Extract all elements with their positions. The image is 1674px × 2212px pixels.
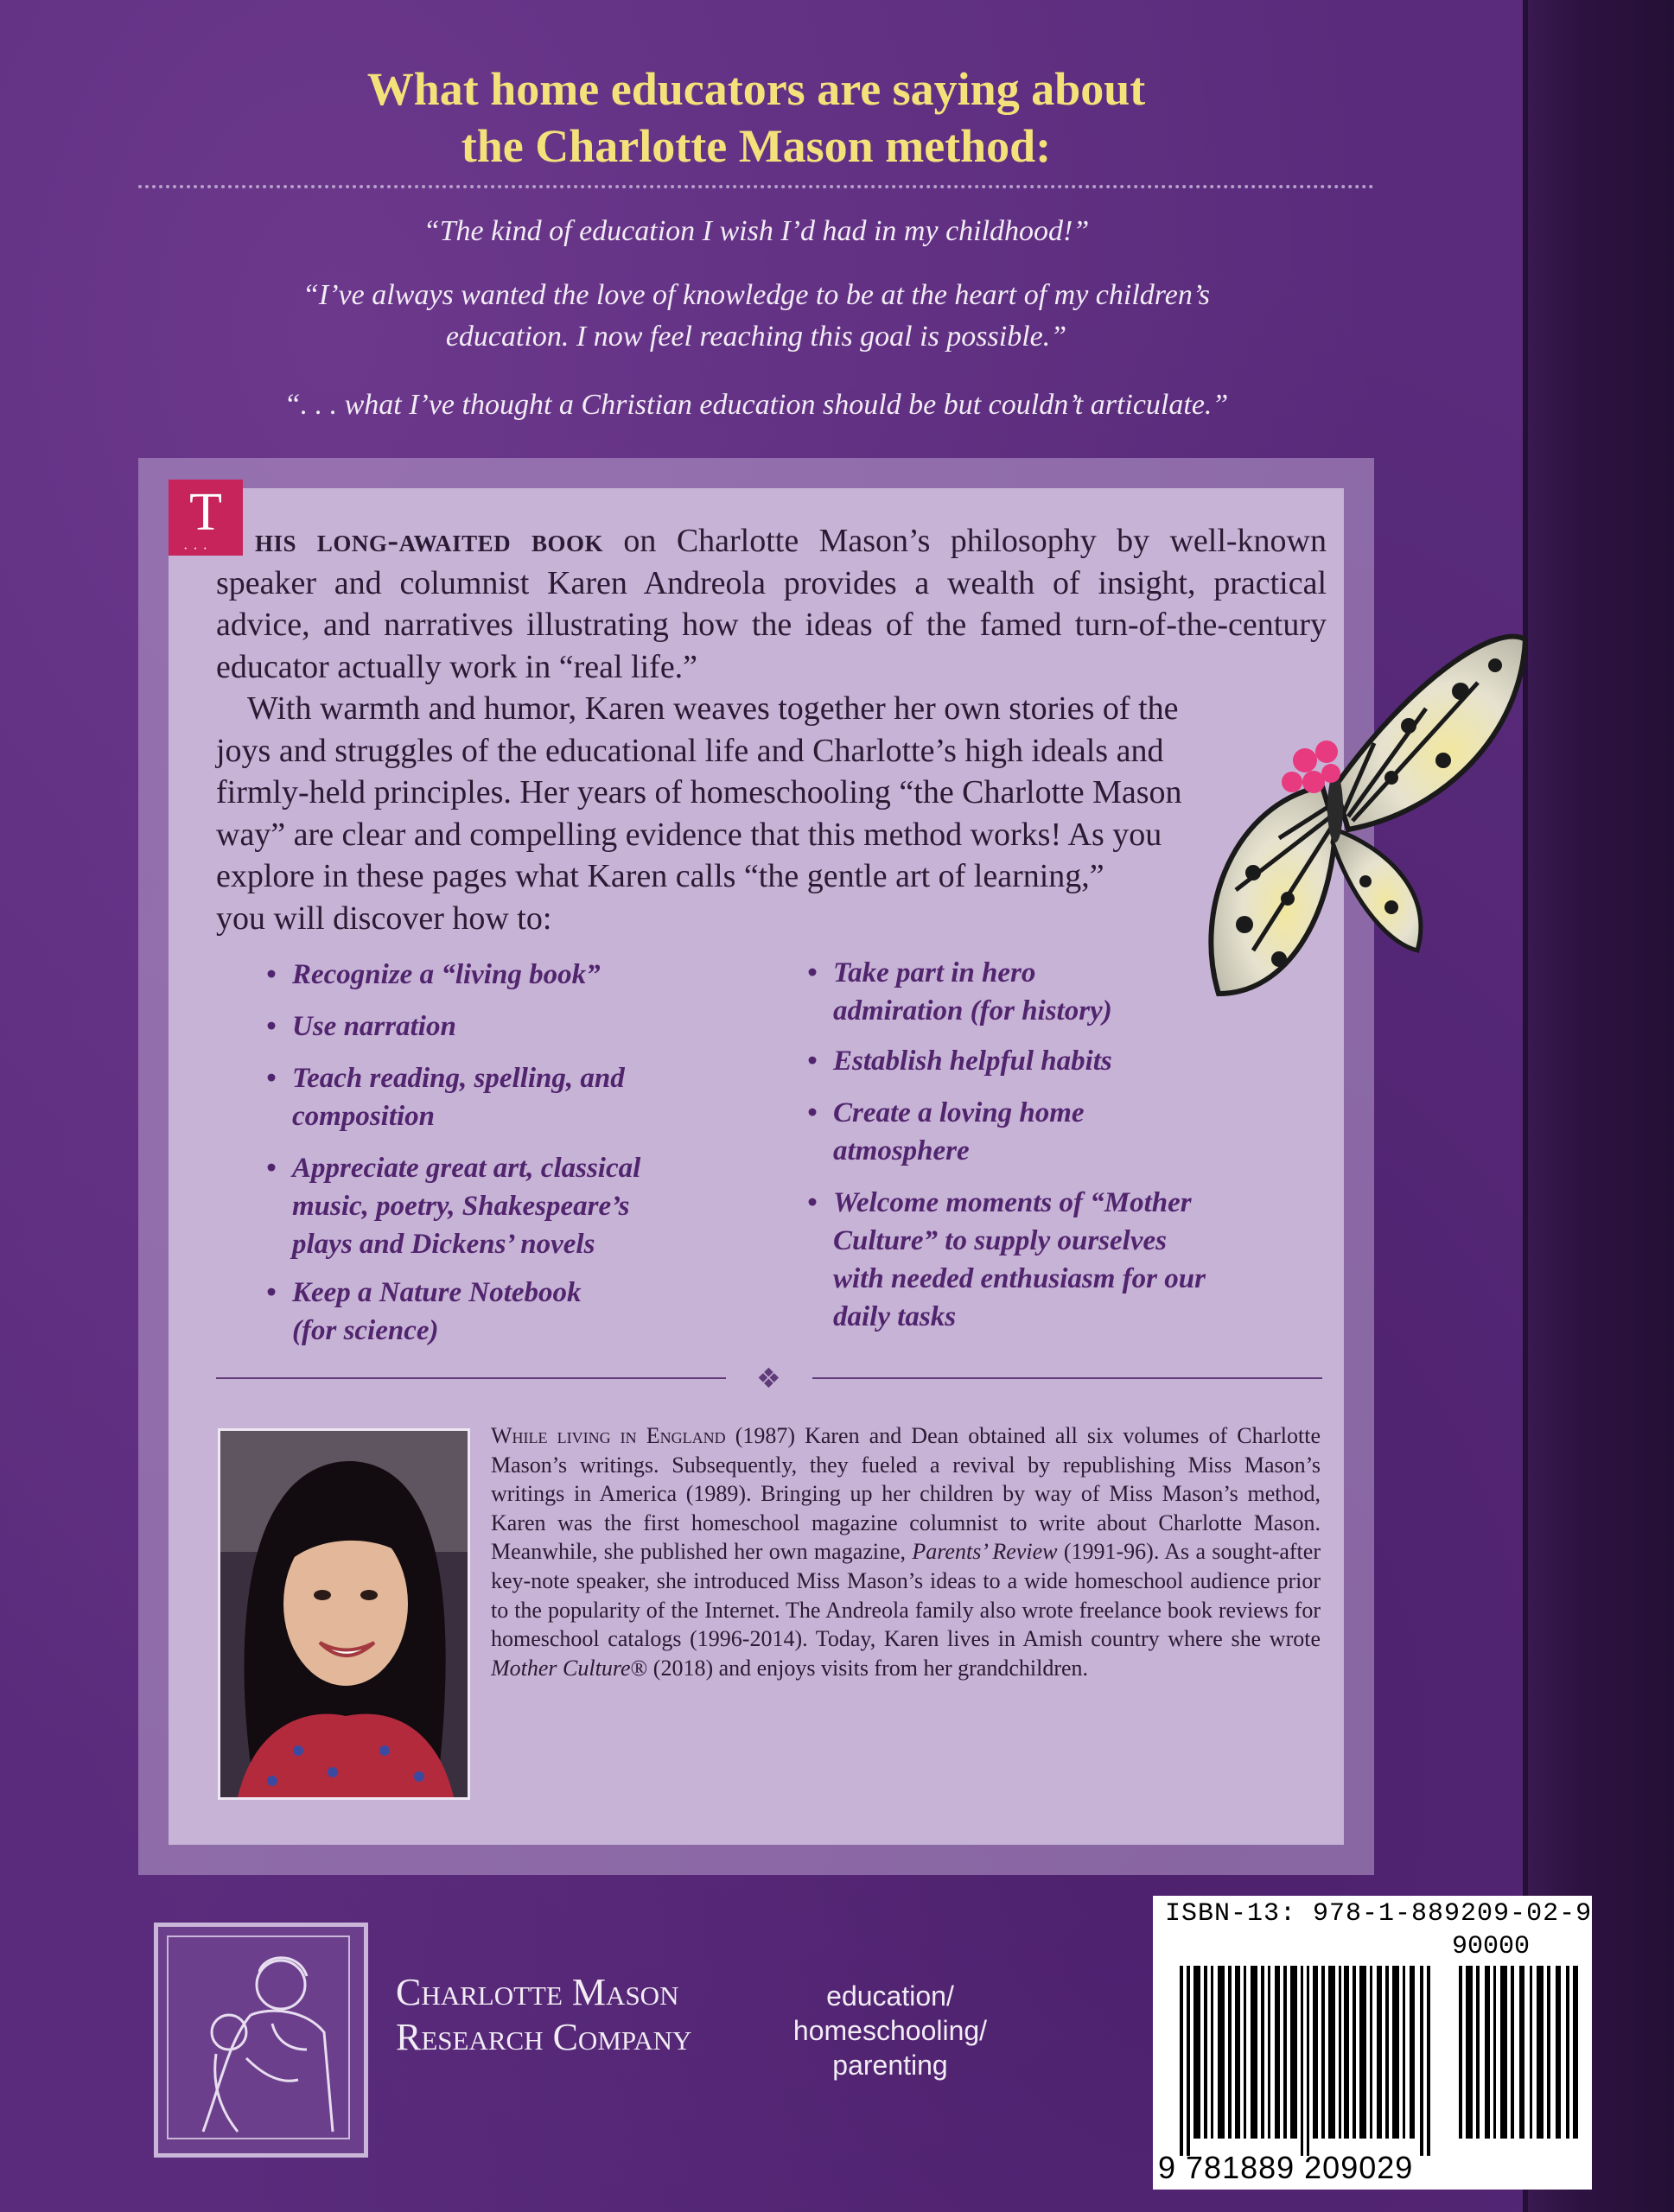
logo-frame <box>167 1936 350 2139</box>
intro-lead: his long-awaited book <box>255 523 604 559</box>
bullet-marker: • <box>807 1046 818 1077</box>
bullet-text: Welcome moments of “Mother <box>833 1187 1192 1218</box>
bullet-text: plays and Dickens’ novels <box>292 1229 595 1260</box>
bullet-text: admiration (for history) <box>833 995 1112 1027</box>
bio-text: (1991-96). As a sought-after key-note speaker, she introduced Miss Mason’s ideas to a wide homeschool audience prior to the popularity of the Internet. The Andreola family also wrote freelance book reviews for homeschool catalogs (1996-2014). Today, Karen lives in Amish country where she wrote <box>491 1539 1321 1652</box>
bullet-text: atmosphere <box>833 1135 970 1166</box>
bullet-text: Take part in hero <box>833 957 1036 988</box>
isbn-barcode <box>1180 1966 1439 2156</box>
isbn-number: 9 781889 209029 <box>1158 2150 1414 2185</box>
intro-text: on Charlotte Mason’s philosophy by well-known speaker and columnist Karen Andreola provides a wealth of insight, practical advice, and narratives illustrating how the ideas of the famed turn-of-the-century educator actually work in “real life.” <box>216 523 1327 685</box>
bio-lead: While living in England <box>491 1423 726 1448</box>
drop-cap: T <box>169 480 243 556</box>
bullet-text: composition <box>292 1101 436 1132</box>
testimonial-quote: education. I now feel reaching this goal is possible.” <box>445 321 1067 353</box>
bullet-text: (for science) <box>292 1315 439 1346</box>
butterfly-illustration <box>1184 631 1530 1020</box>
intro-paragraph <box>216 520 1327 939</box>
intro-para2 <box>216 688 1327 939</box>
intro-line: explore in these pages what Karen calls “the gentle art of learning,” <box>216 858 1104 894</box>
author-bio <box>491 1421 1321 1682</box>
portrait-illustration <box>220 1431 468 1797</box>
intro-line: joys and struggles of the educational life and Charlotte’s high ideals and <box>216 732 1164 769</box>
bullet-text: Use narration <box>292 1011 456 1042</box>
bullet-item <box>266 1149 641 1263</box>
separator-line-left <box>216 1377 726 1379</box>
title-line-1: What home educators are saying about <box>366 63 1146 115</box>
title-line-2: the Charlotte Mason method: <box>461 120 1052 172</box>
testimonial-quote: “The kind of education I wish I’d had in my childhood!” <box>423 215 1090 247</box>
page-title <box>138 60 1374 175</box>
publisher-logo <box>154 1923 368 2158</box>
bullet-text: Teach reading, spelling, and <box>292 1063 625 1094</box>
publisher-name <box>396 1970 691 2060</box>
publisher-line-1: Charlotte Mason <box>396 1971 679 2013</box>
subject-line: homeschooling/ <box>792 2015 988 2046</box>
subject-line: parenting <box>832 2050 948 2081</box>
bullet-item <box>807 954 1112 1030</box>
intro-line: firmly-held principles. Her years of homeschooling “the Charlotte Mason <box>216 774 1182 810</box>
subject-categories <box>761 1979 1020 2082</box>
bullet-item <box>266 1274 582 1350</box>
spine-strip <box>1523 0 1674 2212</box>
bullet-marker: • <box>266 1011 277 1042</box>
bullet-item <box>266 1059 625 1135</box>
bullet-marker: • <box>266 1153 277 1184</box>
bullet-text: with needed enthusiasm for our <box>833 1263 1206 1294</box>
bullet-marker: • <box>807 1097 818 1128</box>
mother-child-engraving-logo <box>169 1937 348 2138</box>
bullet-marker: • <box>807 957 818 988</box>
testimonial-quote: “. . . what I’ve thought a Christian education should be but couldn’t articulate.” <box>283 389 1229 421</box>
isbn-label: ISBN-13: 978-1-889209-02-9 <box>1165 1899 1593 1929</box>
bullet-text: Recognize a “living book” <box>292 959 601 990</box>
bullet-text: daily tasks <box>833 1301 957 1332</box>
bullet-marker: • <box>266 1277 277 1308</box>
bullet-marker: • <box>807 1187 818 1218</box>
bullet-marker: • <box>266 959 277 990</box>
bio-text: (1987) Karen and Dean obtained all six volumes of Charlotte Mason’s writings. Subsequently, they fueled a revival by republishing Miss Mason’s writings in America (1989). Bringing up her children by way of Miss Mason’s method, Karen was the first homeschool magazine columnist to write about Charlotte Mason. Meanwhile, she published her own magazine, <box>491 1423 1321 1565</box>
bullet-item <box>266 956 601 994</box>
testimonial-quote: “I’ve always wanted the love of knowledge to be at the heart of my children’s <box>302 279 1210 311</box>
bullet-marker: • <box>266 1063 277 1094</box>
bullet-text: Establish helpful habits <box>833 1046 1112 1077</box>
price-barcode <box>1459 1966 1580 2139</box>
separator-line-right <box>812 1377 1322 1379</box>
bullet-text: music, poetry, Shakespeare’s <box>292 1191 630 1222</box>
bullet-text: Keep a Nature Notebook <box>292 1277 582 1308</box>
bio-text: ® (2018) and enjoys visits from her grandchildren. <box>630 1655 1089 1681</box>
drop-cap-ornament: ··· <box>183 542 213 556</box>
publisher-line-2: Research Company <box>396 2016 692 2058</box>
spine-edge <box>1523 0 1528 2212</box>
intro-line: With warmth and humor, Karen weaves together her own stories of the <box>247 690 1179 727</box>
price-code: 90000 <box>1452 1932 1531 1961</box>
bullet-item <box>807 1042 1112 1080</box>
author-portrait <box>218 1428 470 1800</box>
bio-title-mother-culture: Mother Culture <box>491 1655 631 1681</box>
intro-line: you will discover how to: <box>216 899 552 937</box>
bio-title-parents-review: Parents’ Review <box>912 1539 1058 1565</box>
bullet-text: Appreciate great art, classical <box>292 1153 641 1184</box>
bullet-text: Create a loving home <box>833 1097 1085 1128</box>
bullet-item <box>807 1094 1085 1170</box>
separator-ornament: ❖ <box>756 1362 781 1395</box>
bullet-item <box>266 1007 456 1046</box>
bullet-text: Culture” to supply ourselves <box>833 1225 1167 1256</box>
intro-line: way” are clear and compelling evidence that this method works! As you <box>216 816 1162 853</box>
bullet-item <box>807 1184 1206 1336</box>
subject-line: education/ <box>826 1980 954 2012</box>
dotted-divider <box>138 185 1374 188</box>
